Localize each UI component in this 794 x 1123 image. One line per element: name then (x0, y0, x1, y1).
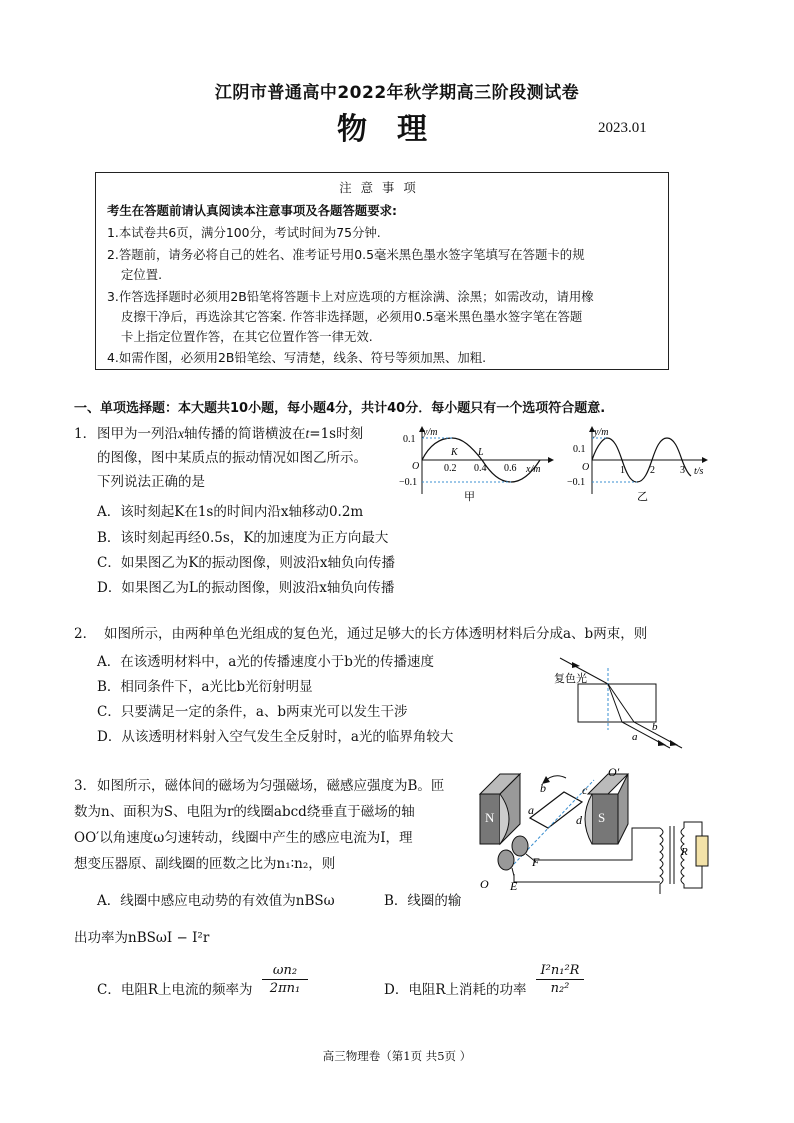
notice-title: 注意事项 (339, 180, 425, 195)
coil-label-b: b (540, 781, 546, 795)
axis-label-x: t/s (694, 466, 704, 477)
tick-label: 0.1 (573, 444, 586, 455)
q1-stem-part: 时刻 (336, 426, 364, 442)
q2-stem: 如图所示，由两种单色光组成的复色光，通过足够大的长方体透明材料后分成a、b两束，则 (104, 626, 648, 642)
q1-stem-part: 轴传播的简谐横波在 (184, 426, 306, 442)
q1-stem-line3: 下列说法正确的是 (97, 474, 205, 490)
graph-caption: 乙 (637, 491, 648, 503)
q2-number: 2． (74, 626, 97, 642)
q1-option-d: D．如果图乙为L的振动图像，则波沿x轴负向传播 (97, 580, 395, 596)
origin-label: O (412, 461, 420, 472)
q1-option-c: C．如果图乙为K的振动图像，则波沿x轴负向传播 (97, 555, 396, 571)
exam-title: 江阴市普通高中2022年秋学期高三阶段测试卷 (214, 83, 580, 103)
point-k-label: K (451, 447, 458, 458)
q1-number: 1． (74, 426, 97, 442)
q3-line4: 想变压器原、副线圈的匝数之比为n₁∶n₂，则 (74, 856, 336, 872)
resistor-label: R (681, 846, 688, 858)
tick-label: 0.6 (504, 463, 517, 474)
subject-title: 物理 (337, 112, 457, 147)
q1-option-b: B．该时刻起再经0.5s，K的加速度为正方向最大 (97, 530, 389, 546)
coil-label-a: a (528, 803, 534, 817)
q3-line1: 如图所示，磁体间的磁场为匀强磁场，磁感应强度为B。匝 (97, 778, 445, 794)
notice-item: 2.答题前，请务必将自己的姓名、准考证号用0.5毫米黑色墨水签字笔填写在答题卡的规 (107, 247, 585, 262)
q2-option-c: C．只要满足一定的条件，a、b两束光可以发生干涉 (97, 704, 408, 720)
q3-generator-figure (470, 764, 720, 894)
point-l-label: L (478, 447, 484, 458)
label-b: b (652, 721, 658, 733)
coil-label-d: d (576, 813, 582, 827)
q1-stem: 图甲为一列沿x轴传播的简谐横波在t=1s时刻 (97, 426, 364, 442)
tick-label: 0.1 (403, 434, 416, 445)
axis-label-x: x/m (526, 464, 541, 475)
axis-label-o: O (480, 877, 489, 891)
fraction-denominator: n₂² (550, 981, 570, 996)
notice-item: 定位置. (121, 267, 163, 282)
brush-label-e: E (510, 879, 518, 893)
q3-option-b-cont: 出功率为nBSωI − I²r (74, 930, 210, 946)
fraction-numerator: I²n₁²R (536, 963, 584, 980)
notice-item: 3.作答选择题时必须用2B铅笔将答题卡上对应选项的方框涂满、涂黑；如需改动，请用橡 (107, 289, 594, 304)
notice-item: 1.本试卷共6页，满分100分，考试时间为75分钟. (107, 225, 381, 240)
q1-stem-part: 图甲为一列沿 (97, 426, 178, 442)
exam-date: 2023.01 (598, 120, 647, 136)
tick-label: −0.1 (399, 477, 418, 488)
wave-graph-yi (564, 424, 714, 506)
axis-label-o-prime: O′ (608, 765, 620, 779)
section-heading: 一、单项选择题：本大题共10小题，每小题4分，共计40分．每小题只有一个选项符合题意. (74, 401, 606, 416)
axis-label-y: y/m (594, 427, 609, 438)
tick-label: 0.2 (444, 463, 457, 474)
q1-stem-line2: 的图像，图中某质点的振动情况如图乙所示。 (97, 450, 367, 466)
fraction-denominator: 2πn₁ (269, 981, 301, 996)
brush-label-f: F (532, 855, 540, 869)
magnet-s-label: S (598, 810, 606, 825)
page-footer: 高三物理卷（第1页 共5页 ） (322, 1049, 472, 1063)
magnet-n-label: N (485, 810, 495, 825)
tick-label: −0.1 (567, 477, 586, 488)
q3-line3: OO′以角速度ω匀速转动，线圈中产生的感应电流为I，理 (74, 830, 413, 846)
q3-option-c: C．电阻R上电流的频率为 (97, 982, 253, 998)
graph-caption: 甲 (464, 491, 475, 503)
q3-number: 3． (74, 778, 97, 794)
notice-item: 皮擦干净后，再选涂其它答案. 作答非选择题，必须用0.5毫米黑色墨水签字笔在答题 (121, 309, 583, 324)
notice-intro: 考生在答题前请认真阅读本注意事项及各题答题要求: (107, 203, 397, 218)
q3-option-b: B．线圈的输 (384, 893, 462, 909)
q3-option-c-fraction (262, 963, 308, 996)
q2-option-a: A．在该透明材料中，a光的传播速度小于b光的传播速度 (97, 654, 434, 670)
notice-box (95, 172, 669, 370)
q3-line2: 数为n、面积为S、电阻为r的线圈abcd绕垂直于磁场的轴 (74, 804, 415, 820)
wave-graph-jia (398, 424, 558, 506)
tick-label: 0.4 (474, 463, 487, 474)
axis-label-y: y/m (423, 427, 438, 438)
label-a: a (632, 731, 638, 743)
notice-item: 4.如需作图，必须用2B铅笔绘、写清楚，线条、符号等须加黑、加粗. (107, 350, 487, 365)
q2-option-b: B．相同条件下，a光比b光衍射明显 (97, 679, 313, 695)
q3-option-d-fraction (536, 963, 584, 996)
tick-label: 2 (650, 465, 655, 476)
fraction-numerator: ωn₂ (262, 963, 308, 980)
origin-label: O (582, 462, 590, 473)
q1-option-a: A．该时刻起K在1s的时间内沿x轴移动0.2m (97, 504, 364, 520)
q2-option-d: D．从该透明材料射入空气发生全反射时，a光的临界角较大 (97, 729, 454, 745)
q3-option-d: D．电阻R上消耗的功率 (384, 982, 527, 998)
coil-label-c: c (582, 783, 588, 797)
tick-label: 3 (680, 465, 685, 476)
q2-light-figure (548, 648, 688, 750)
tick-label: 1 (620, 465, 625, 476)
label-compound-light: 复色光 (554, 673, 587, 685)
notice-item: 卡上指定位置作答，在其它位置作答一律无效. (121, 329, 373, 344)
q3-option-a: A．线圈中感应电动势的有效值为nBSω (97, 893, 335, 909)
